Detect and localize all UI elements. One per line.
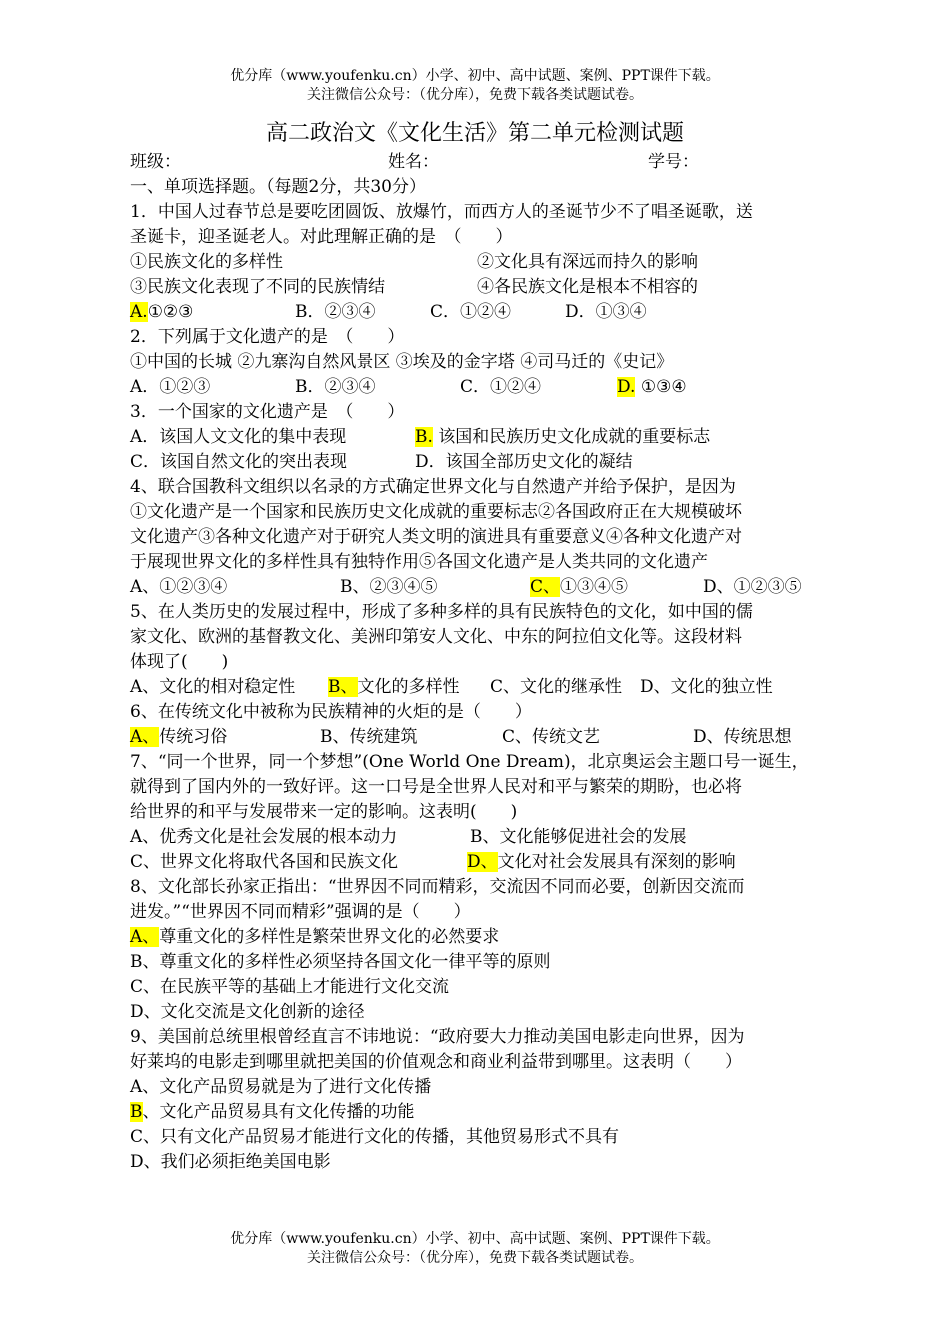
q6-answer-highlight: A、 [130, 727, 160, 747]
q3-option-b-text: 该国和民族历史文化成就的重要标志 [438, 427, 711, 447]
q8-option-a-text: 尊重文化的多样性是繁荣世界文化的必然要求 [159, 927, 500, 947]
q1-statement-2: ②文化具有深远而持久的影响 [477, 252, 698, 272]
q3-option-a: A．该国人文文化的集中表现 [130, 427, 347, 447]
q7-stem-line-2: 就得到了国内外的一致好评。这一口号是全世界人民对和平与繁荣的期盼，也必将 [130, 777, 742, 797]
q4-answer-highlight: C、 [530, 577, 561, 597]
q9-stem-line-2: 好莱坞的电影走到哪里就把美国的价值观念和商业利益带到哪里。这表明（ ） [130, 1052, 742, 1072]
q4-option-a: A、①②③④ [130, 577, 228, 597]
q5-option-a: A、文化的相对稳定性 [130, 677, 296, 697]
q3-option-d: D．该国全部历史文化的凝结 [415, 452, 633, 472]
q4-option-b: B、②③④⑤ [340, 577, 438, 597]
name-field-label: 姓名： [388, 152, 439, 172]
q1-option-c: C．①②④ [430, 302, 512, 322]
q1-statement-3: ③民族文化表现了不同的民族情结 [130, 277, 385, 297]
q2-items: ①中国的长城 ②九寨沟自然风景区 ③埃及的金字塔 ④司马迁的《史记》 [130, 352, 674, 372]
q5-option-c: C、文化的继承性 [490, 677, 623, 697]
q9-option-b-text: 、文化产品贸易具有文化传播的功能 [142, 1102, 415, 1122]
page-title: 高二政治文《文化生活》第二单元检测试题 [265, 121, 684, 146]
q1-statement-4: ④各民族文化是根本不相容的 [477, 277, 698, 297]
q6-option-c: C、传统文艺 [502, 727, 601, 747]
q5-option-b-text: 文化的多样性 [357, 677, 460, 697]
q1-option-a [130, 300, 193, 324]
q3-stem: 3．一个国家的文化遗产是 （ ） [130, 402, 405, 422]
q1-stem-line-2: 圣诞卡，迎圣诞老人。对此理解正确的是 （ ） [130, 227, 513, 247]
student-number-label: 学号： [648, 152, 699, 172]
q5-stem-line-3: 体现了( ) [130, 652, 229, 672]
q8-option-c: C、在民族平等的基础上才能进行文化交流 [130, 977, 450, 997]
header-line-2: 关注微信公众号：（优分库），免费下载各类试题试卷。 [307, 87, 643, 103]
q2-option-d [617, 375, 687, 399]
q2-answer-highlight: D. [617, 377, 636, 397]
q2-option-a: A．①②③ [130, 377, 211, 397]
q6-option-b: B、传统建筑 [320, 727, 418, 747]
q1-answer-highlight: A. [130, 302, 148, 322]
q1-option-d: D．①③④ [565, 302, 647, 322]
q2-option-c: C．①②④ [460, 377, 542, 397]
q9-answer-highlight: B [130, 1102, 143, 1122]
q7-option-a: A、优秀文化是社会发展的根本动力 [130, 827, 398, 847]
q7-option-d [467, 850, 736, 874]
q5-answer-highlight: B、 [328, 677, 358, 697]
q5-stem-line-1: 5、在人类历史的发展过程中，形成了多种多样的具有民族特色的文化，如中国的儒 [130, 602, 753, 622]
q4-stem-line-2: ①文化遗产是一个国家和民族历史文化成就的重要标志②各国政府正在大规模破坏 [130, 502, 742, 522]
q8-option-a [130, 925, 499, 949]
q4-option-c-text: ①③④⑤ [560, 577, 629, 597]
q9-stem-line-1: 9、美国前总统里根曾经直言不讳地说：“政府要大力推动美国电影走向世界，因为 [130, 1027, 745, 1047]
header-line-1: 优分库（www.youfenku.cn）小学、初中、高中试题、案例、PPT课件下载。 [230, 68, 720, 84]
footer-line-1: 优分库（www.youfenku.cn）小学、初中、高中试题、案例、PPT课件下载。 [230, 1231, 720, 1247]
q1-stem-line-1: 1．中国人过春节总是要吃团圆饭、放爆竹，而西方人的圣诞节少不了唱圣诞歌，送 [130, 202, 753, 222]
q6-option-a-text: 传统习俗 [159, 727, 228, 747]
q8-stem-line-2: 进发。”“世界因不同而精彩”强调的是（ ） [130, 902, 471, 922]
q8-option-d: D、文化交流是文化创新的途径 [130, 1002, 365, 1022]
q7-stem-line-3: 给世界的和平与发展带来一定的影响。这表明( ) [130, 802, 518, 822]
q7-option-c: C、世界文化将取代各国和民族文化 [130, 852, 399, 872]
q5-option-b [328, 675, 460, 699]
q4-stem-line-4: 于展现世界文化的多样性具有独特作用⑤各国文化遗产是人类共同的文化遗产 [130, 552, 708, 572]
q3-option-b [415, 425, 710, 449]
q4-option-d: D、①②③⑤ [703, 577, 802, 597]
q9-option-a: A、文化产品贸易就是为了进行文化传播 [130, 1077, 432, 1097]
q5-stem-line-2: 家文化、欧洲的基督教文化、美洲印第安人文化、中东的阿拉伯文化等。这段材料 [130, 627, 742, 647]
q1-statement-1: ①民族文化的多样性 [130, 252, 283, 272]
q4-stem-line-3: 文化遗产③各种文化遗产对于研究人类文明的演进具有重要意义④各种文化遗产对 [130, 527, 742, 547]
q7-option-d-text: 文化对社会发展具有深刻的影响 [497, 852, 736, 872]
q4-option-c [530, 575, 628, 599]
q2-option-b: B．②③④ [295, 377, 376, 397]
section-heading: 一、单项选择题。（每题2分，共30分） [130, 177, 426, 197]
q9-option-b [130, 1100, 415, 1124]
q1-option-b: B．②③④ [295, 302, 376, 322]
class-field-label: 班级： [130, 152, 181, 172]
q3-option-c: C．该国自然文化的突出表现 [130, 452, 348, 472]
q6-stem: 6、在传统文化中被称为民族精神的火炬的是（ ） [130, 702, 532, 722]
q8-option-b: B、尊重文化的多样性必须坚持各国文化一律平等的原则 [130, 952, 551, 972]
q8-answer-highlight: A、 [130, 927, 160, 947]
q3-answer-highlight: B. [415, 427, 433, 447]
q6-option-d: D、传统思想 [693, 727, 792, 747]
q1-option-a-text: ①②③ [147, 302, 194, 322]
q5-option-d: D、文化的独立性 [640, 677, 773, 697]
q7-option-b: B、文化能够促进社会的发展 [470, 827, 687, 847]
q8-stem-line-1: 8、文化部长孙家正指出：“世界因不同而精彩，交流因不同而必要，创新因交流而 [130, 877, 745, 897]
q9-option-d: D、我们必须拒绝美国电影 [130, 1152, 331, 1172]
q7-answer-highlight: D、 [467, 852, 498, 872]
q9-option-c: C、只有文化产品贸易才能进行文化的传播，其他贸易形式不具有 [130, 1127, 620, 1147]
q2-option-d-text: ①③④ [640, 377, 687, 397]
footer-line-2: 关注微信公众号：（优分库），免费下载各类试题试卷。 [307, 1250, 643, 1266]
q4-stem-line-1: 4、联合国教科文组织以名录的方式确定世界文化与自然遗产并给予保护，是因为 [130, 477, 736, 497]
q6-option-a [130, 725, 227, 749]
q2-stem: 2．下列属于文化遗产的是 （ ） [130, 327, 405, 347]
q7-stem-line-1: 7、“同一个世界，同一个梦想”(One World One Dream)，北京奥运会主题口号一诞生， [130, 752, 809, 772]
